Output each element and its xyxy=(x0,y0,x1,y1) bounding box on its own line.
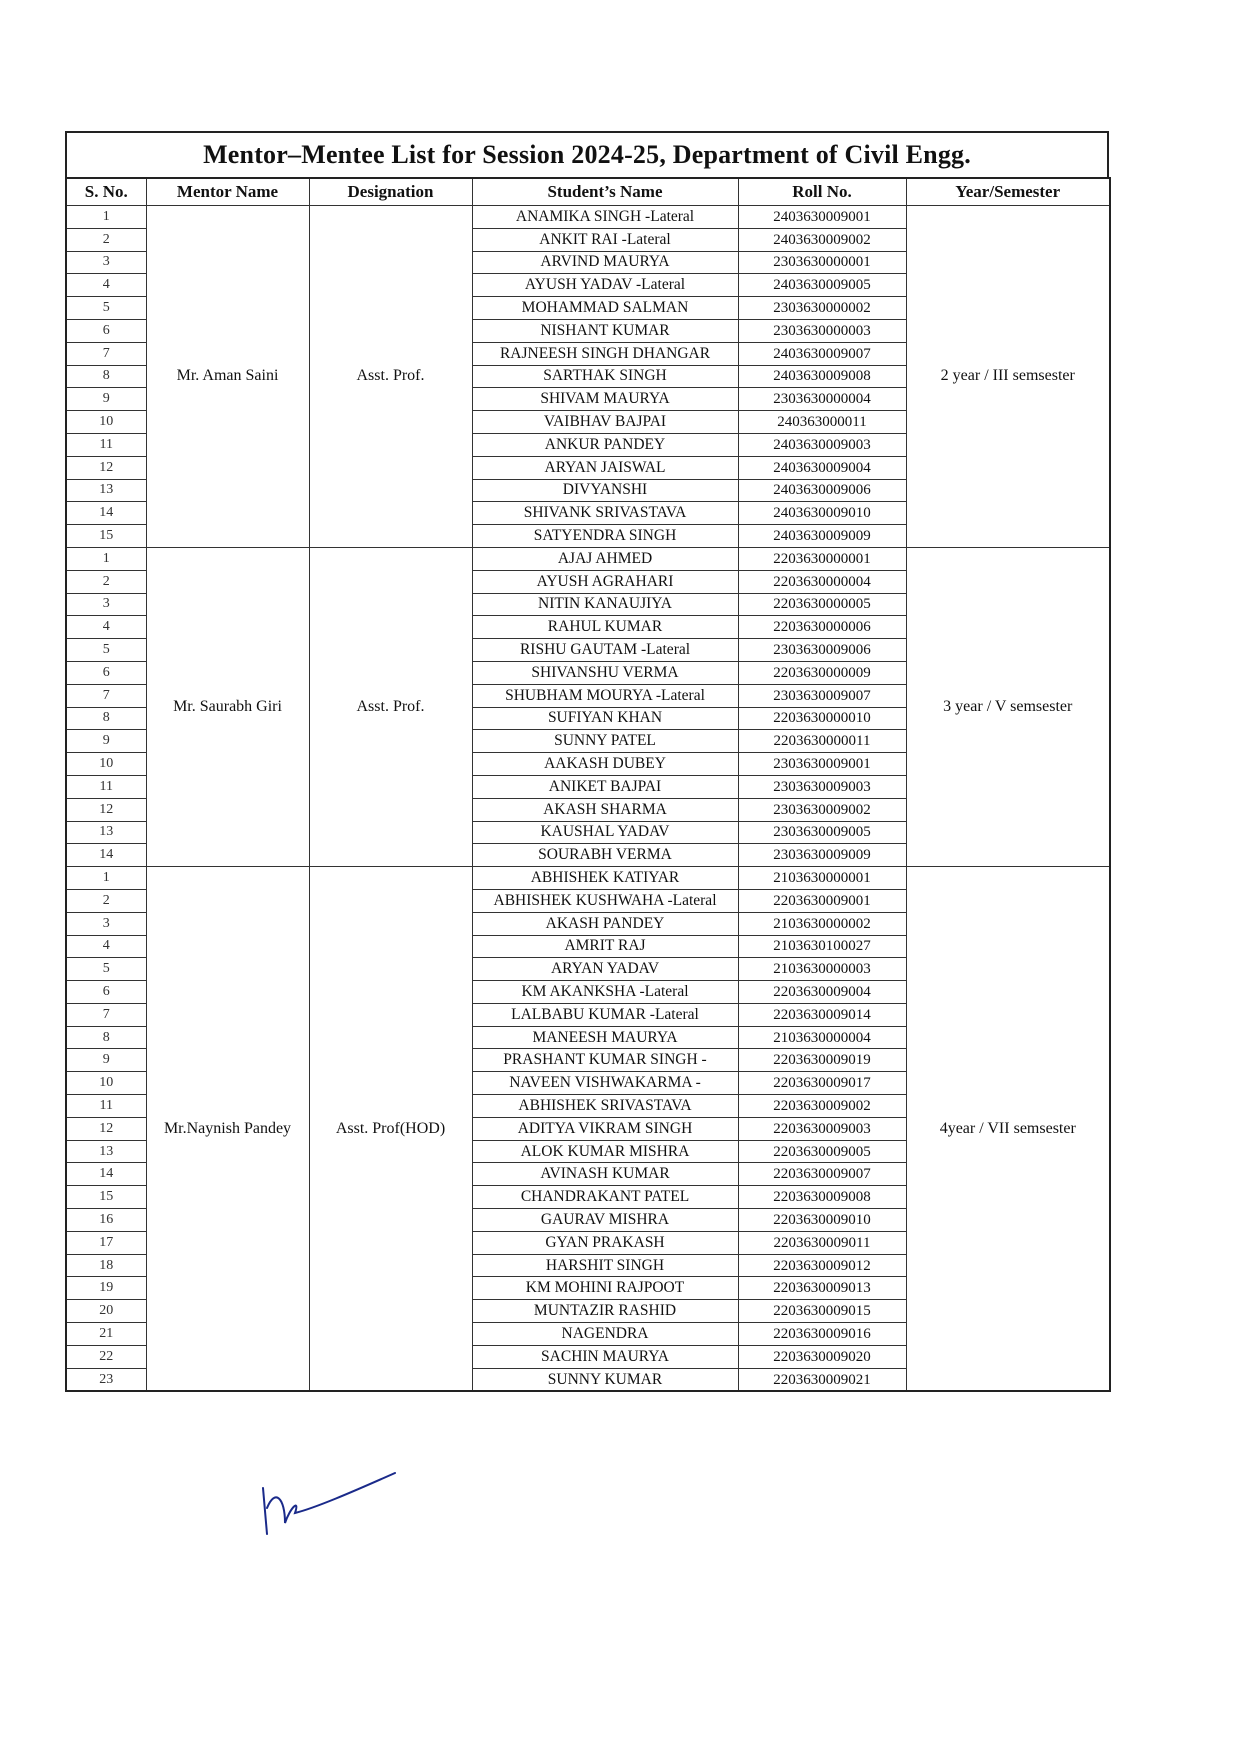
roll-number-cell: 2203630009005 xyxy=(738,1140,906,1163)
roll-number-cell: 2303630009005 xyxy=(738,821,906,844)
roll-number-cell: 2203630000009 xyxy=(738,661,906,684)
student-name-cell: LALBABU KUMAR -Lateral xyxy=(472,1003,738,1026)
student-name-cell: MANEESH MAURYA xyxy=(472,1026,738,1049)
designation-cell: Asst. Prof. xyxy=(309,206,472,548)
roll-number-cell: 2203630000010 xyxy=(738,707,906,730)
student-name-cell: ANKUR PANDEY xyxy=(472,433,738,456)
roll-number-cell: 2303630009003 xyxy=(738,775,906,798)
header-mentor: Mentor Name xyxy=(146,178,309,206)
student-name-cell: NAVEEN VISHWAKARMA - xyxy=(472,1072,738,1095)
header-roll: Roll No. xyxy=(738,178,906,206)
student-name-cell: MUNTAZIR RASHID xyxy=(472,1300,738,1323)
roll-number-cell: 2303630009006 xyxy=(738,639,906,662)
roll-number-cell: 2203630009020 xyxy=(738,1345,906,1368)
roll-number-cell: 2403630009004 xyxy=(738,456,906,479)
student-name-cell: AYUSH YADAV -Lateral xyxy=(472,274,738,297)
roll-number-cell: 2203630009014 xyxy=(738,1003,906,1026)
table-header-row xyxy=(66,178,1110,206)
serial-number-cell: 15 xyxy=(66,1186,146,1209)
student-name-cell: PRASHANT KUMAR SINGH - xyxy=(472,1049,738,1072)
serial-number-cell: 12 xyxy=(66,798,146,821)
table-body xyxy=(66,206,1110,1392)
student-name-cell: ADITYA VIKRAM SINGH xyxy=(472,1117,738,1140)
serial-number-cell: 22 xyxy=(66,1345,146,1368)
student-name-cell: GAURAV MISHRA xyxy=(472,1209,738,1232)
serial-number-cell: 18 xyxy=(66,1254,146,1277)
student-name-cell: SHIVANSHU VERMA xyxy=(472,661,738,684)
roll-number-cell: 2203630009016 xyxy=(738,1323,906,1346)
student-name-cell: SUFIYAN KHAN xyxy=(472,707,738,730)
header-year: Year/Semester xyxy=(906,178,1110,206)
serial-number-cell: 19 xyxy=(66,1277,146,1300)
roll-number-cell: 2203630009021 xyxy=(738,1368,906,1391)
student-name-cell: MOHAMMAD SALMAN xyxy=(472,297,738,320)
serial-number-cell: 5 xyxy=(66,297,146,320)
student-name-cell: SHIVAM MAURYA xyxy=(472,388,738,411)
roll-number-cell: 2203630009013 xyxy=(738,1277,906,1300)
serial-number-cell: 5 xyxy=(66,639,146,662)
serial-number-cell: 8 xyxy=(66,1026,146,1049)
roll-number-cell: 2403630009007 xyxy=(738,342,906,365)
roll-number-cell: 2403630009010 xyxy=(738,502,906,525)
serial-number-cell: 12 xyxy=(66,456,146,479)
serial-number-cell: 10 xyxy=(66,753,146,776)
student-name-cell: ANIKET BAJPAI xyxy=(472,775,738,798)
serial-number-cell: 23 xyxy=(66,1368,146,1391)
roll-number-cell: 2103630000003 xyxy=(738,958,906,981)
roll-number-cell: 2203630009001 xyxy=(738,889,906,912)
serial-number-cell: 3 xyxy=(66,251,146,274)
student-name-cell: GYAN PRAKASH xyxy=(472,1231,738,1254)
signature xyxy=(255,1468,405,1543)
serial-number-cell: 17 xyxy=(66,1231,146,1254)
student-name-cell: ANKIT RAI -Lateral xyxy=(472,228,738,251)
roll-number-cell: 2303630000002 xyxy=(738,297,906,320)
roll-number-cell: 2303630000004 xyxy=(738,388,906,411)
student-name-cell: ALOK KUMAR MISHRA xyxy=(472,1140,738,1163)
serial-number-cell: 1 xyxy=(66,547,146,570)
serial-number-cell: 13 xyxy=(66,479,146,502)
serial-number-cell: 6 xyxy=(66,661,146,684)
roll-number-cell: 2403630009008 xyxy=(738,365,906,388)
student-name-cell: RISHU GAUTAM -Lateral xyxy=(472,639,738,662)
roll-number-cell: 240363000011 xyxy=(738,411,906,434)
serial-number-cell: 4 xyxy=(66,616,146,639)
serial-number-cell: 7 xyxy=(66,684,146,707)
roll-number-cell: 2203630000005 xyxy=(738,593,906,616)
roll-number-cell: 2203630009003 xyxy=(738,1117,906,1140)
serial-number-cell: 8 xyxy=(66,707,146,730)
student-name-cell: SACHIN MAURYA xyxy=(472,1345,738,1368)
student-name-cell: DIVYANSHI xyxy=(472,479,738,502)
serial-number-cell: 1 xyxy=(66,867,146,890)
student-name-cell: AJAJ AHMED xyxy=(472,547,738,570)
student-name-cell: AKASH SHARMA xyxy=(472,798,738,821)
student-name-cell: ABHISHEK KUSHWAHA -Lateral xyxy=(472,889,738,912)
table-row xyxy=(66,867,1110,890)
student-name-cell: SATYENDRA SINGH xyxy=(472,525,738,548)
serial-number-cell: 8 xyxy=(66,365,146,388)
roll-number-cell: 2303630000003 xyxy=(738,319,906,342)
serial-number-cell: 20 xyxy=(66,1300,146,1323)
serial-number-cell: 14 xyxy=(66,502,146,525)
mentor-name-cell: Mr. Saurabh Giri xyxy=(146,547,309,866)
student-name-cell: AYUSH AGRAHARI xyxy=(472,570,738,593)
student-name-cell: AVINASH KUMAR xyxy=(472,1163,738,1186)
roll-number-cell: 2203630009017 xyxy=(738,1072,906,1095)
student-name-cell: AMRIT RAJ xyxy=(472,935,738,958)
roll-number-cell: 2203630000004 xyxy=(738,570,906,593)
student-name-cell: NISHANT KUMAR xyxy=(472,319,738,342)
student-name-cell: KAUSHAL YADAV xyxy=(472,821,738,844)
student-name-cell: HARSHIT SINGH xyxy=(472,1254,738,1277)
roll-number-cell: 2203630009002 xyxy=(738,1095,906,1118)
student-name-cell: SOURABH VERMA xyxy=(472,844,738,867)
serial-number-cell: 3 xyxy=(66,593,146,616)
student-name-cell: KM AKANKSHA -Lateral xyxy=(472,981,738,1004)
serial-number-cell: 3 xyxy=(66,912,146,935)
serial-number-cell: 14 xyxy=(66,1163,146,1186)
roll-number-cell: 2203630009019 xyxy=(738,1049,906,1072)
student-name-cell: SHUBHAM MOURYA -Lateral xyxy=(472,684,738,707)
student-name-cell: VAIBHAV BAJPAI xyxy=(472,411,738,434)
roll-number-cell: 2403630009005 xyxy=(738,274,906,297)
serial-number-cell: 7 xyxy=(66,342,146,365)
student-name-cell: ARVIND MAURYA xyxy=(472,251,738,274)
page-title: Mentor–Mentee List for Session 2024-25, Department of Civil Engg. xyxy=(65,131,1109,177)
header-student: Student’s Name xyxy=(472,178,738,206)
roll-number-cell: 2403630009001 xyxy=(738,206,906,229)
roll-number-cell: 2303630009002 xyxy=(738,798,906,821)
student-name-cell: KM MOHINI RAJPOOT xyxy=(472,1277,738,1300)
student-name-cell: ABHISHEK KATIYAR xyxy=(472,867,738,890)
mentor-name-cell: Mr.Naynish Pandey xyxy=(146,867,309,1392)
roll-number-cell: 2203630009004 xyxy=(738,981,906,1004)
serial-number-cell: 6 xyxy=(66,319,146,342)
serial-number-cell: 12 xyxy=(66,1117,146,1140)
serial-number-cell: 9 xyxy=(66,388,146,411)
serial-number-cell: 5 xyxy=(66,958,146,981)
roll-number-cell: 2203630000011 xyxy=(738,730,906,753)
roll-number-cell: 2203630009015 xyxy=(738,1300,906,1323)
student-name-cell: NAGENDRA xyxy=(472,1323,738,1346)
student-name-cell: SARTHAK SINGH xyxy=(472,365,738,388)
serial-number-cell: 13 xyxy=(66,1140,146,1163)
serial-number-cell: 10 xyxy=(66,1072,146,1095)
mentor-mentee-table xyxy=(65,177,1111,1392)
mentor-mentee-document xyxy=(65,131,1109,1392)
student-name-cell: ARYAN YADAV xyxy=(472,958,738,981)
roll-number-cell: 2203630009010 xyxy=(738,1209,906,1232)
serial-number-cell: 2 xyxy=(66,228,146,251)
student-name-cell: NITIN KANAUJIYA xyxy=(472,593,738,616)
roll-number-cell: 2103630000001 xyxy=(738,867,906,890)
serial-number-cell: 16 xyxy=(66,1209,146,1232)
student-name-cell: AAKASH DUBEY xyxy=(472,753,738,776)
student-name-cell: CHANDRAKANT PATEL xyxy=(472,1186,738,1209)
student-name-cell: RAHUL KUMAR xyxy=(472,616,738,639)
serial-number-cell: 7 xyxy=(66,1003,146,1026)
roll-number-cell: 2403630009009 xyxy=(738,525,906,548)
serial-number-cell: 13 xyxy=(66,821,146,844)
serial-number-cell: 14 xyxy=(66,844,146,867)
roll-number-cell: 2203630009012 xyxy=(738,1254,906,1277)
roll-number-cell: 2203630000006 xyxy=(738,616,906,639)
roll-number-cell: 2303630009001 xyxy=(738,753,906,776)
student-name-cell: ANAMIKA SINGH -Lateral xyxy=(472,206,738,229)
roll-number-cell: 2303630009007 xyxy=(738,684,906,707)
roll-number-cell: 2203630009011 xyxy=(738,1231,906,1254)
serial-number-cell: 6 xyxy=(66,981,146,1004)
table-row xyxy=(66,547,1110,570)
designation-cell: Asst. Prof. xyxy=(309,547,472,866)
serial-number-cell: 9 xyxy=(66,1049,146,1072)
mentor-name-cell: Mr. Aman Saini xyxy=(146,206,309,548)
roll-number-cell: 2403630009002 xyxy=(738,228,906,251)
serial-number-cell: 4 xyxy=(66,935,146,958)
student-name-cell: SUNNY PATEL xyxy=(472,730,738,753)
roll-number-cell: 2203630009007 xyxy=(738,1163,906,1186)
roll-number-cell: 2103630100027 xyxy=(738,935,906,958)
year-semester-cell: 2 year / III semsester xyxy=(906,206,1110,548)
serial-number-cell: 10 xyxy=(66,411,146,434)
designation-cell: Asst. Prof(HOD) xyxy=(309,867,472,1392)
serial-number-cell: 21 xyxy=(66,1323,146,1346)
student-name-cell: RAJNEESH SINGH DHANGAR xyxy=(472,342,738,365)
serial-number-cell: 2 xyxy=(66,570,146,593)
roll-number-cell: 2403630009006 xyxy=(738,479,906,502)
roll-number-cell: 2403630009003 xyxy=(738,433,906,456)
serial-number-cell: 11 xyxy=(66,775,146,798)
student-name-cell: ABHISHEK SRIVASTAVA xyxy=(472,1095,738,1118)
roll-number-cell: 2303630009009 xyxy=(738,844,906,867)
student-name-cell: SHIVANK SRIVASTAVA xyxy=(472,502,738,525)
serial-number-cell: 15 xyxy=(66,525,146,548)
serial-number-cell: 11 xyxy=(66,1095,146,1118)
roll-number-cell: 2103630000002 xyxy=(738,912,906,935)
header-designation: Designation xyxy=(309,178,472,206)
serial-number-cell: 4 xyxy=(66,274,146,297)
roll-number-cell: 2203630009008 xyxy=(738,1186,906,1209)
year-semester-cell: 3 year / V semsester xyxy=(906,547,1110,866)
serial-number-cell: 11 xyxy=(66,433,146,456)
serial-number-cell: 9 xyxy=(66,730,146,753)
roll-number-cell: 2303630000001 xyxy=(738,251,906,274)
serial-number-cell: 2 xyxy=(66,889,146,912)
student-name-cell: SUNNY KUMAR xyxy=(472,1368,738,1391)
table-row xyxy=(66,206,1110,229)
header-sno: S. No. xyxy=(66,178,146,206)
student-name-cell: AKASH PANDEY xyxy=(472,912,738,935)
roll-number-cell: 2203630000001 xyxy=(738,547,906,570)
serial-number-cell: 1 xyxy=(66,206,146,229)
roll-number-cell: 2103630000004 xyxy=(738,1026,906,1049)
student-name-cell: ARYAN JAISWAL xyxy=(472,456,738,479)
year-semester-cell: 4year / VII semsester xyxy=(906,867,1110,1392)
